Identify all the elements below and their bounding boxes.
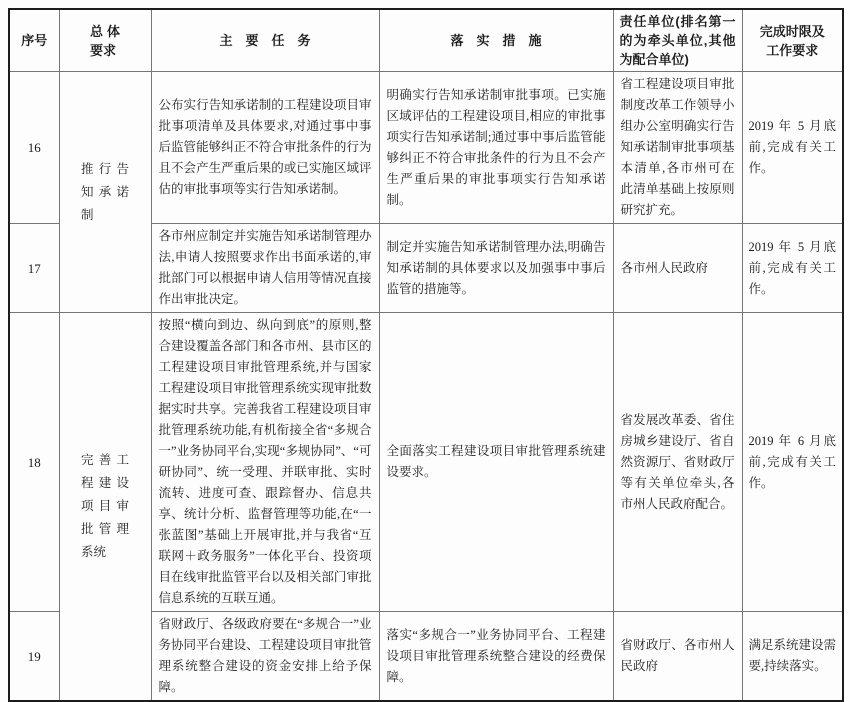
- row19-serial-number: 19: [9, 612, 59, 702]
- header-responsible-unit: [613, 9, 742, 72]
- header-row: [9, 9, 843, 72]
- requirement-cell-notification-commitment: [59, 72, 151, 313]
- row18-serial-number: 18: [9, 313, 59, 612]
- row18-measure-cell: 全面落实工程建设项目审批管理系统建设要求。: [379, 313, 613, 612]
- header-responsible-unit-label: 责任单位(排名第一的为牵头单位,其他为配合单位): [619, 14, 736, 67]
- row16-unit-cell: 省工程建设项目审批制度改革工作领导小组办公室明确实行告知承诺制审批事项基本清单,各市州可在此清单基础上按原则研究扩充。: [613, 72, 742, 224]
- header-deadline-label: 完成时限及工作要求: [759, 23, 825, 58]
- header-implementation-measure-label: 落实措施: [450, 33, 555, 48]
- row16-task-cell: 公布实行告知承诺制的工程建设项目审批事项清单及具体要求,对通过事中事后监管能够纠正不符合审批条件的行为且不会产生严重后果的或已实施区域评估的审批事项等实行告知承诺制。: [151, 72, 379, 224]
- requirement-text: 推行告知承诺制: [81, 161, 129, 222]
- row19-unit-cell: 省财政厅、各市州人民政府: [613, 612, 742, 702]
- header-main-task: [151, 9, 379, 72]
- row17-deadline-cell: 2019 年 5 月底前,完成有关工作。: [742, 224, 843, 313]
- row16-measure-cell: 明确实行告知承诺制审批事项。已实施区域评估的工程建设项目,相应的审批事项实行告知承诺制;通过事中事后监管能够纠正不符合审批条件的行为且不会产生严重后果的审批事项实行告知承诺制。: [379, 72, 613, 224]
- header-implementation-measure: [379, 9, 613, 72]
- row17-measure-cell: 制定并实施告知承诺制管理办法,明确告知承诺制的具体要求以及加强事中事后监管的措施等。: [379, 224, 613, 313]
- table-row-16: [9, 72, 843, 224]
- row18-task-cell: 按照“横向到边、纵向到底”的原则,整合建设覆盖各部门和各市州、县市区的工程建设项目审批管理系统,并与国家工程建设项目审批管理系统实现审批数据实时共享。完善我省工程建设项目审批管理系统功能,有机衔接全省“多规合一”业务协同平台,实现“多规协同”、“可研协同”、统一受理、并联审批、实时流转、进度可查、跟踪督办、信息共享、统计分析、监督管理等功能,在“一张蓝图”基础上开展审批,并与我省“互联网＋政务服务”一体化平台、投资项目在线审批监管平台以及相关部门审批信息系统的互联互通。: [151, 313, 379, 612]
- header-overall-requirement: [59, 9, 151, 72]
- header-serial-number: [9, 9, 59, 72]
- row17-task-cell: 各市州应制定并实施告知承诺制管理办法,申请人按照要求作出书面承诺的,审批部门可以根据申请人信用等情况直接作出审批决定。: [151, 224, 379, 313]
- requirement-cell-approval-system: [59, 313, 151, 702]
- row17-serial-number: 17: [9, 224, 59, 313]
- header-deadline: [742, 9, 843, 72]
- row17-unit-cell: 各市州人民政府: [613, 224, 742, 313]
- row16-deadline-cell: 2019 年 5 月底前,完成有关工作。: [742, 72, 843, 224]
- row18-unit-cell: 省发展改革委、省住房城乡建设厅、省自然资源厅、省财政厅等有关单位牵头,各市州人民政府配合。: [613, 313, 742, 612]
- row19-measure-cell: 落实“多规合一”业务协同平台、工程建设项目审批管理系统整合建设的经费保障。: [379, 612, 613, 702]
- row19-deadline-cell: 满足系统建设需要,持续落实。: [742, 612, 843, 702]
- header-main-task-label: 主要任务: [219, 33, 324, 48]
- row18-deadline-cell: 2019 年 6 月底前,完成有关工作。: [742, 313, 843, 612]
- header-serial-number-label: 序号: [21, 33, 48, 48]
- table-row-18: [9, 313, 843, 612]
- approval-reform-task-table: [8, 8, 844, 702]
- row16-serial-number: 16: [9, 72, 59, 224]
- requirement-text: 完善工程建设项目审批管理系统: [81, 453, 129, 559]
- header-overall-requirement-label: 总体要求: [90, 23, 120, 58]
- row19-task-cell: 省财政厅、各级政府要在“多规合一”业务协同平台建设、工程建设项目审批管理系统整合建设的资金安排上给予保障。: [151, 612, 379, 702]
